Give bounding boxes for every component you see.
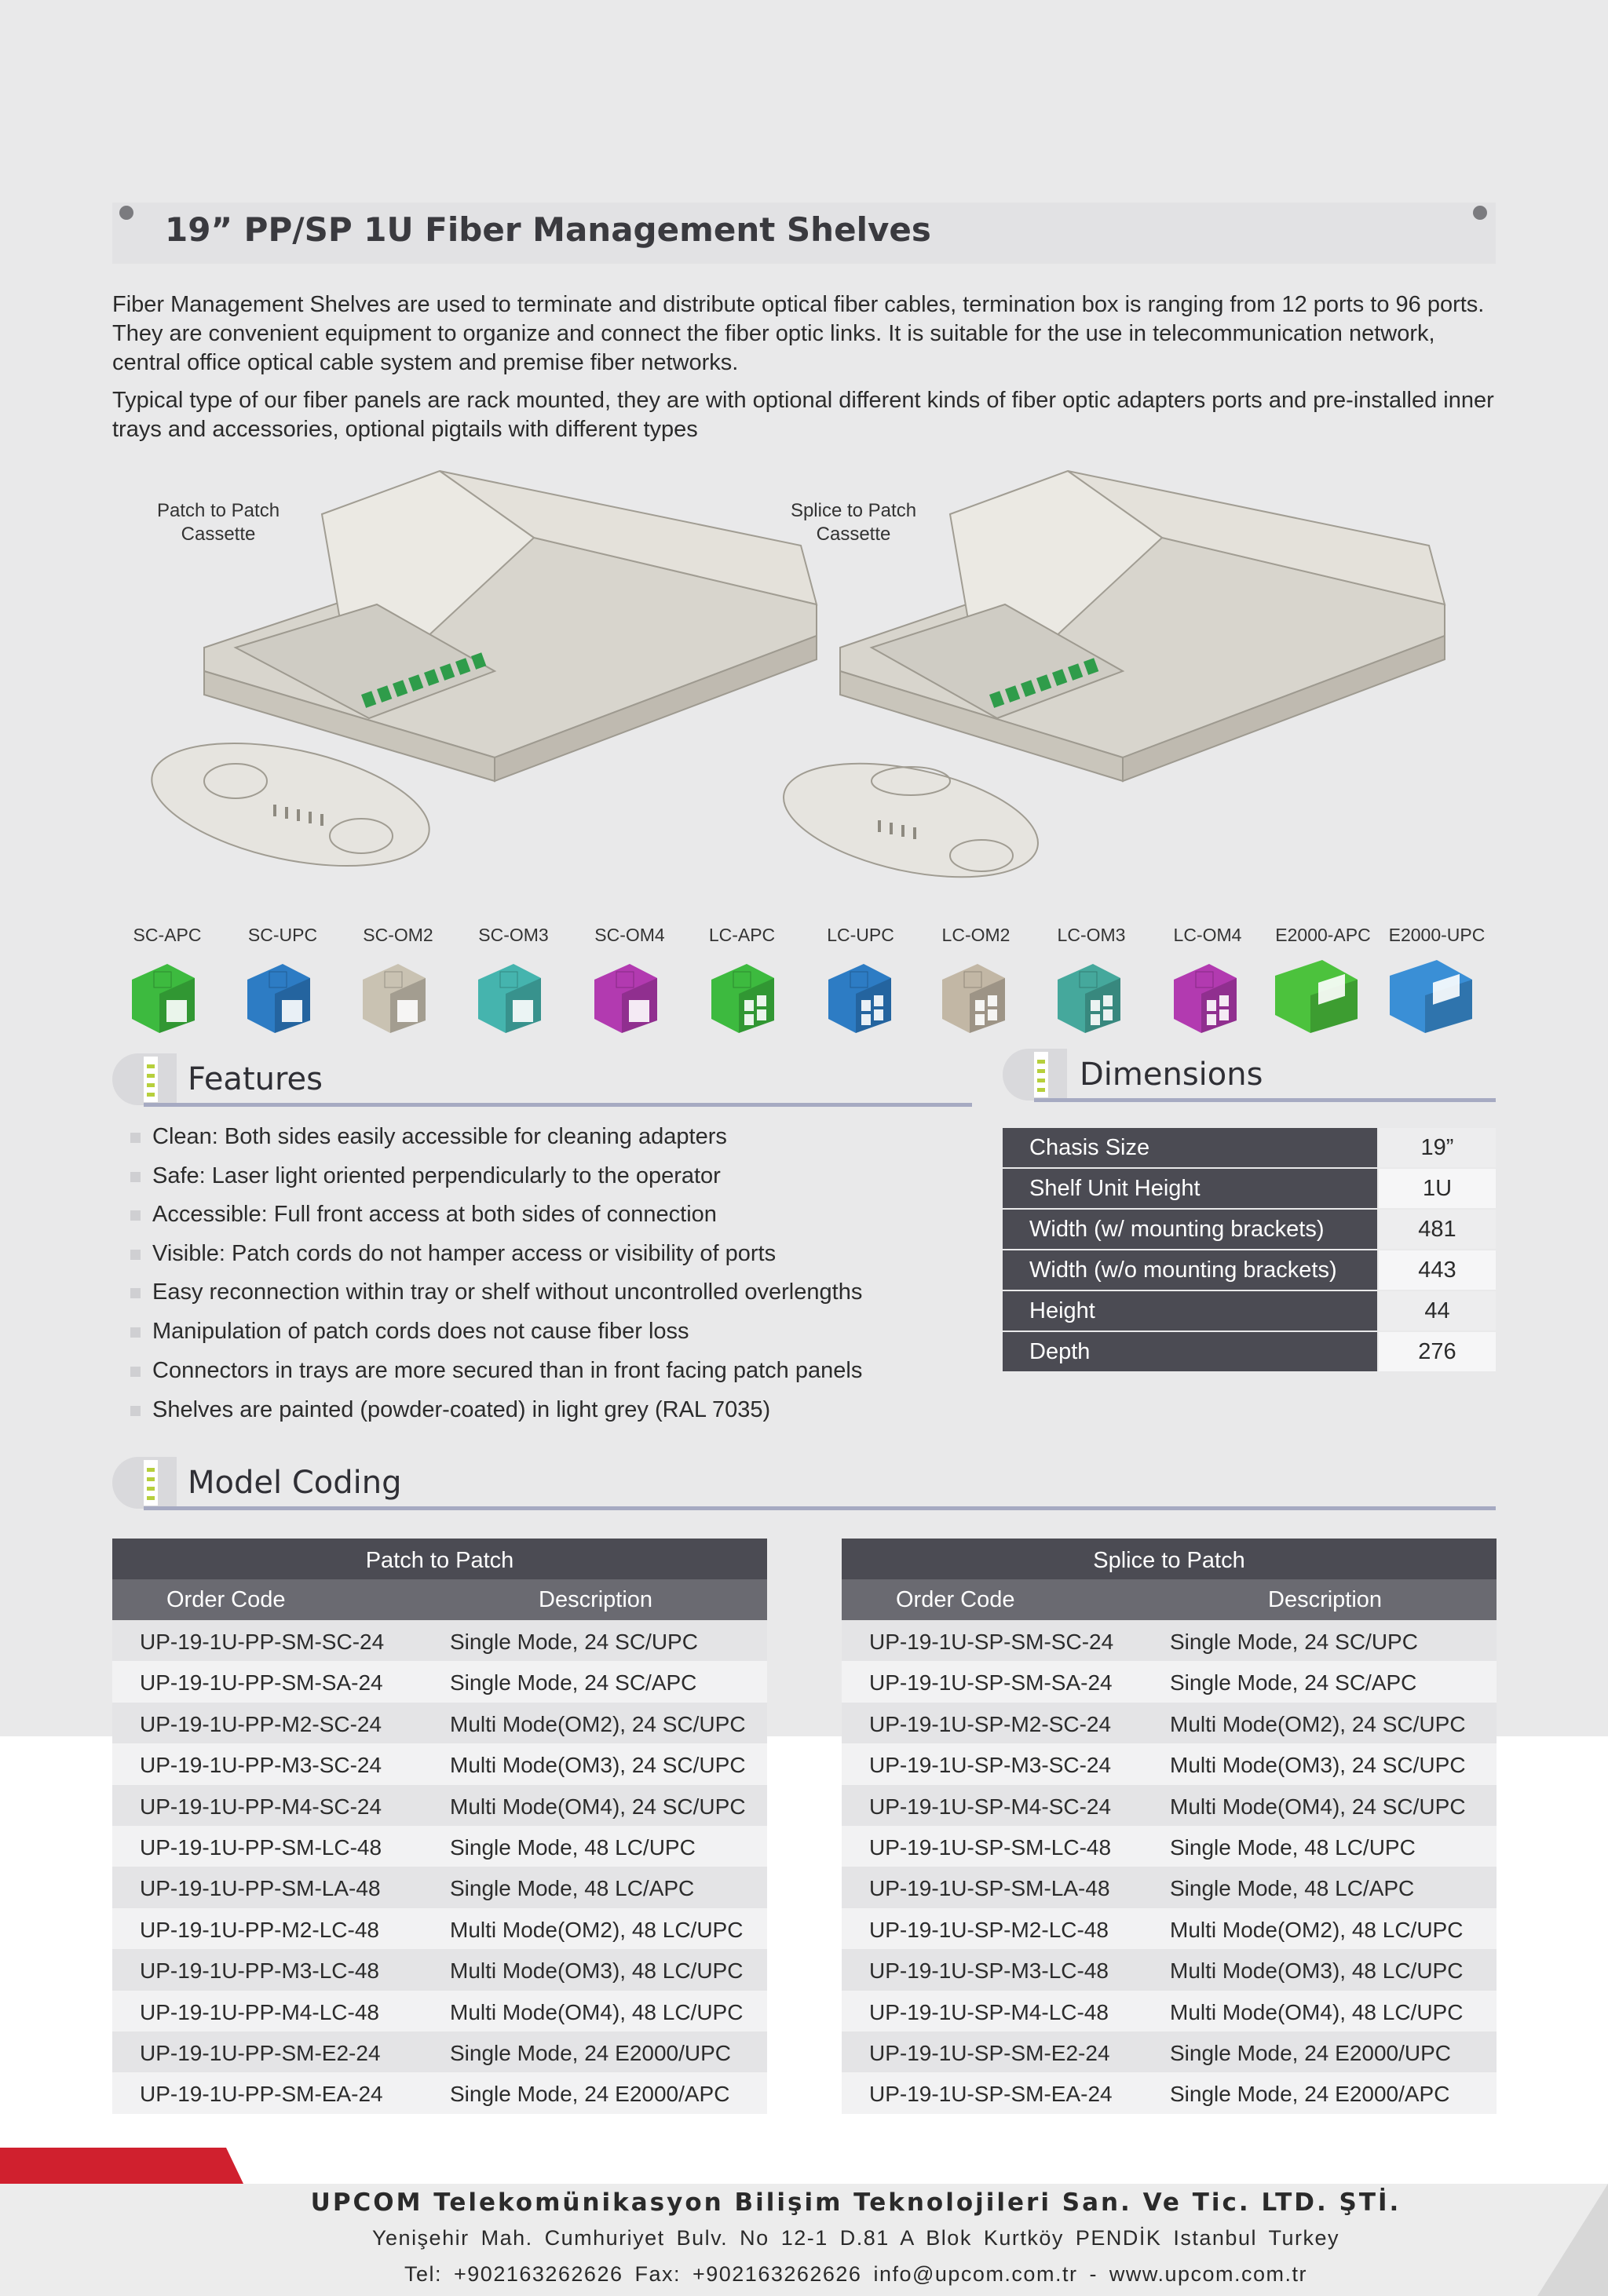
footer-address: Yenişehir Mah. Cumhuriyet Bulv. No 12-1 D.81 A Blok Kurtköy PENDİK Istanbul Turkey	[372, 2226, 1339, 2250]
adapter-label: SC-UPC	[247, 925, 318, 945]
adapter-label: SC-OM4	[594, 925, 665, 945]
adapter-sc-upc-icon	[239, 956, 318, 1035]
order-code-cell: UP-19-1U-PP-M3-LC-48	[140, 1958, 379, 1984]
adapter-label: SC-OM3	[478, 925, 549, 945]
intro-paragraph-1: Fiber Management Shelves are used to terminate and distribute optical fiber cables, termination box is ranging from 12 ports to 96 ports. They are convenient equipment to organize and connect the fiber optic links. It is suitable for the use in telecommunication network, central office optical cable system and premise fiber networks.	[112, 292, 1485, 375]
table-row	[842, 1991, 1497, 2031]
section-tab-icon	[112, 1053, 177, 1105]
dimension-row	[1003, 1210, 1496, 1250]
table-row	[842, 1703, 1497, 1743]
dimension-key: Width (w/o mounting brackets)	[1003, 1250, 1377, 1290]
table-row	[842, 1908, 1497, 1949]
description-cell: Single Mode, 24 E2000/UPC	[450, 2040, 731, 2065]
adapter-e2000-upc-icon	[1382, 956, 1476, 1035]
description-cell: Multi Mode(OM4), 48 LC/UPC	[450, 1999, 744, 2024]
footer-accent-stripe	[0, 2148, 243, 2184]
footer-company-name: UPCOM Telekomünikasyon Bilişim Teknolojileri San. Ve Tic. LTD. ŞTİ.	[310, 2188, 1402, 2217]
adapter-label: E2000-APC	[1275, 925, 1371, 945]
table-row	[112, 1826, 767, 1867]
adapter-label: LC-OM3	[1057, 925, 1126, 945]
adapter-label: LC-UPC	[827, 925, 894, 945]
title-dot-right	[1473, 206, 1487, 220]
feature-text: Shelves are painted (powder-coated) in light grey (RAL 7035)	[152, 1397, 771, 1422]
adapter-label: LC-OM4	[1173, 925, 1242, 945]
dimension-key: Chasis Size	[1003, 1128, 1377, 1167]
description-cell: Multi Mode(OM4), 24 SC/UPC	[1170, 1794, 1466, 1819]
dimension-key: Depth	[1003, 1332, 1377, 1371]
order-code-cell: UP-19-1U-SP-SM-LC-48	[869, 1834, 1112, 1860]
dimension-value: 276	[1379, 1332, 1496, 1371]
description-cell: Multi Mode(OM4), 24 SC/UPC	[450, 1794, 746, 1819]
order-code-cell: UP-19-1U-SP-SM-LA-48	[869, 1876, 1110, 1901]
order-code-cell: UP-19-1U-SP-M4-SC-24	[869, 1794, 1112, 1819]
section-tab-icon	[112, 1457, 177, 1509]
model-coding-header	[112, 1455, 1496, 1510]
order-code-cell: UP-19-1U-SP-SM-SA-24	[869, 1670, 1113, 1696]
table-row	[842, 1949, 1497, 1990]
order-code-cell: UP-19-1U-PP-SM-LA-48	[140, 1876, 381, 1901]
dimension-value: 481	[1379, 1210, 1496, 1249]
adapter-label: SC-OM2	[363, 925, 433, 945]
description-cell: Single Mode, 24 SC/UPC	[1170, 1630, 1418, 1654]
description-cell: Single Mode, 48 LC/APC	[1170, 1876, 1415, 1901]
adapter-label: E2000-UPC	[1388, 925, 1486, 945]
order-code-cell: UP-19-1U-SP-SM-EA-24	[869, 2082, 1113, 2107]
feature-text: Safe: Laser light oriented perpendicularly to the operator	[152, 1163, 721, 1188]
order-code-cell: UP-19-1U-PP-SM-LC-48	[140, 1834, 382, 1860]
adapter-lc-apc-icon	[704, 956, 782, 1035]
feature-text: Connectors in trays are more secured than in front facing patch panels	[152, 1358, 863, 1383]
patch-to-patch-table	[112, 1539, 767, 2114]
table-title: Splice to Patch	[842, 1539, 1497, 1579]
description-cell: Multi Mode(OM2), 24 SC/UPC	[450, 1711, 746, 1736]
table-title: Patch to Patch	[112, 1539, 767, 1579]
order-code-cell: UP-19-1U-SP-SM-SC-24	[869, 1630, 1114, 1654]
description-cell: Single Mode, 24 E2000/APC	[1170, 2082, 1450, 2107]
table-header-row	[112, 1579, 767, 1620]
patch-to-patch-shelf-image	[141, 467, 832, 891]
feature-text: Visible: Patch cords do not hamper access or visibility of ports	[152, 1241, 777, 1266]
table-row	[112, 1743, 767, 1784]
adapter-label: LC-OM2	[941, 925, 1010, 945]
order-code-cell: UP-19-1U-SP-M4-LC-48	[869, 1999, 1109, 2024]
table-row	[842, 1785, 1497, 1826]
patch-to-patch-label-line1: Patch to Patch	[156, 500, 280, 521]
adapter-label: SC-APC	[133, 925, 202, 945]
splice-to-patch-shelf-image	[754, 467, 1460, 891]
patch-to-patch-label-line2: Cassette	[181, 524, 256, 545]
table-row	[112, 1620, 767, 1661]
table-row	[112, 1703, 767, 1743]
dimension-key: Shelf Unit Height	[1003, 1169, 1377, 1208]
dimension-row	[1003, 1250, 1496, 1291]
description-cell: Multi Mode(OM3), 48 LC/UPC	[450, 1958, 744, 1984]
order-code-cell: UP-19-1U-SP-M2-SC-24	[869, 1711, 1112, 1736]
description-cell: Multi Mode(OM3), 24 SC/UPC	[1170, 1753, 1466, 1778]
description-cell: Single Mode, 24 SC/APC	[450, 1670, 697, 1696]
description-cell: Multi Mode(OM3), 48 LC/UPC	[1170, 1958, 1464, 1984]
description-cell: Single Mode, 48 LC/UPC	[450, 1834, 696, 1860]
table-row	[112, 1661, 767, 1702]
adapter-lc-om4-icon	[1166, 956, 1244, 1035]
table-row	[842, 2072, 1497, 2113]
adapter-lc-upc-icon	[820, 956, 899, 1035]
table-row	[112, 1867, 767, 1907]
description-cell: Multi Mode(OM2), 48 LC/UPC	[1170, 1917, 1464, 1942]
order-code-cell: UP-19-1U-PP-M4-SC-24	[140, 1794, 382, 1819]
splice-to-patch-label-line1: Splice to Patch	[790, 500, 917, 521]
table-row	[112, 1785, 767, 1826]
dimension-value: 44	[1379, 1291, 1496, 1331]
description-cell: Single Mode, 48 LC/UPC	[1170, 1834, 1416, 1860]
adapter-sc-apc-icon	[124, 956, 203, 1035]
features-rule	[144, 1103, 972, 1107]
dimensions-header	[1003, 1047, 1496, 1102]
dimension-key: Height	[1003, 1291, 1377, 1331]
description-cell: Multi Mode(OM2), 48 LC/UPC	[450, 1917, 744, 1942]
intro-paragraph-2: Typical type of our fiber panels are rack mounted, they are with optional different kinds of fiber optic adapters ports and pre-installed inner trays and accessories, optional pigtails with different types	[112, 388, 1494, 442]
order-code-cell: UP-19-1U-PP-M4-LC-48	[140, 1999, 379, 2024]
description-header: Description	[539, 1587, 653, 1612]
order-code-cell: UP-19-1U-SP-M3-SC-24	[869, 1753, 1112, 1778]
table-row	[842, 1661, 1497, 1702]
order-code-cell: UP-19-1U-PP-SM-E2-24	[140, 2040, 381, 2065]
dimensions-rule	[1034, 1098, 1496, 1102]
dimension-row	[1003, 1332, 1496, 1373]
table-row	[842, 2031, 1497, 2072]
table-row	[112, 1991, 767, 2031]
features-title: Features	[188, 1061, 323, 1097]
table-row	[112, 2072, 767, 2113]
adapter-lc-om3-icon	[1050, 956, 1128, 1035]
order-code-cell: UP-19-1U-PP-M3-SC-24	[140, 1753, 382, 1778]
order-code-header: Order Code	[896, 1587, 1015, 1612]
adapter-lc-om2-icon	[934, 956, 1013, 1035]
order-code-cell: UP-19-1U-PP-M2-LC-48	[140, 1917, 379, 1942]
footer-contact: Tel: +902163262626 Fax: +902163262626 info@upcom.com.tr - www.upcom.com.tr	[404, 2262, 1307, 2286]
description-cell: Multi Mode(OM3), 24 SC/UPC	[450, 1753, 746, 1778]
order-code-header: Order Code	[166, 1587, 286, 1612]
description-cell: Single Mode, 24 E2000/UPC	[1170, 2040, 1451, 2065]
dimension-key: Width (w/ mounting brackets)	[1003, 1210, 1377, 1249]
splice-to-patch-table	[842, 1539, 1497, 2114]
description-cell: Multi Mode(OM4), 48 LC/UPC	[1170, 1999, 1464, 2024]
table-row	[842, 1620, 1497, 1661]
description-header: Description	[1268, 1587, 1383, 1612]
dimension-value: 1U	[1379, 1169, 1496, 1208]
feature-text: Accessible: Full front access at both sides of connection	[152, 1202, 717, 1227]
adapter-label: LC-APC	[708, 925, 776, 945]
splice-to-patch-label-line2: Cassette	[816, 524, 891, 545]
order-code-cell: UP-19-1U-PP-SM-SA-24	[140, 1670, 383, 1696]
order-code-cell: UP-19-1U-SP-M2-LC-48	[869, 1917, 1109, 1942]
table-header-row	[842, 1579, 1497, 1620]
order-code-cell: UP-19-1U-PP-SM-EA-24	[140, 2082, 383, 2107]
feature-text: Clean: Both sides easily accessible for cleaning adapters	[152, 1124, 727, 1149]
section-tab-icon	[1003, 1049, 1067, 1101]
adapter-sc-om4-icon	[587, 956, 665, 1035]
features-header	[112, 1052, 972, 1107]
page-title: 19” PP/SP 1U Fiber Management Shelves	[165, 210, 931, 249]
title-dot-left	[119, 206, 133, 220]
feature-text: Easy reconnection within tray or shelf without uncontrolled overlengths	[152, 1279, 863, 1305]
description-cell: Single Mode, 24 SC/APC	[1170, 1670, 1417, 1696]
adapter-sc-om2-icon	[355, 956, 433, 1035]
description-cell: Multi Mode(OM2), 24 SC/UPC	[1170, 1711, 1466, 1736]
table-row	[842, 1826, 1497, 1867]
dimension-row	[1003, 1169, 1496, 1210]
dimension-value: 19”	[1379, 1128, 1496, 1167]
description-cell: Single Mode, 48 LC/APC	[450, 1876, 695, 1901]
table-row	[112, 2031, 767, 2072]
model-coding-rule	[144, 1506, 1496, 1510]
dimension-value: 443	[1379, 1250, 1496, 1290]
dimension-row	[1003, 1128, 1496, 1169]
dimensions-title: Dimensions	[1080, 1057, 1263, 1093]
table-row	[112, 1949, 767, 1990]
table-row	[112, 1908, 767, 1949]
table-row	[842, 1867, 1497, 1907]
order-code-cell: UP-19-1U-PP-SM-SC-24	[140, 1630, 385, 1654]
order-code-cell: UP-19-1U-SP-SM-E2-24	[869, 2040, 1110, 2065]
feature-text: Manipulation of patch cords does not cause fiber loss	[152, 1319, 689, 1344]
model-coding-title: Model Coding	[188, 1465, 402, 1501]
table-row	[842, 1743, 1497, 1784]
description-cell: Single Mode, 24 SC/UPC	[450, 1630, 698, 1654]
adapter-e2000-apc-icon	[1267, 956, 1361, 1035]
description-cell: Single Mode, 24 E2000/APC	[450, 2082, 730, 2107]
order-code-cell: UP-19-1U-SP-M3-LC-48	[869, 1958, 1109, 1984]
dimension-row	[1003, 1291, 1496, 1332]
order-code-cell: UP-19-1U-PP-M2-SC-24	[140, 1711, 382, 1736]
adapter-sc-om3-icon	[470, 956, 549, 1035]
